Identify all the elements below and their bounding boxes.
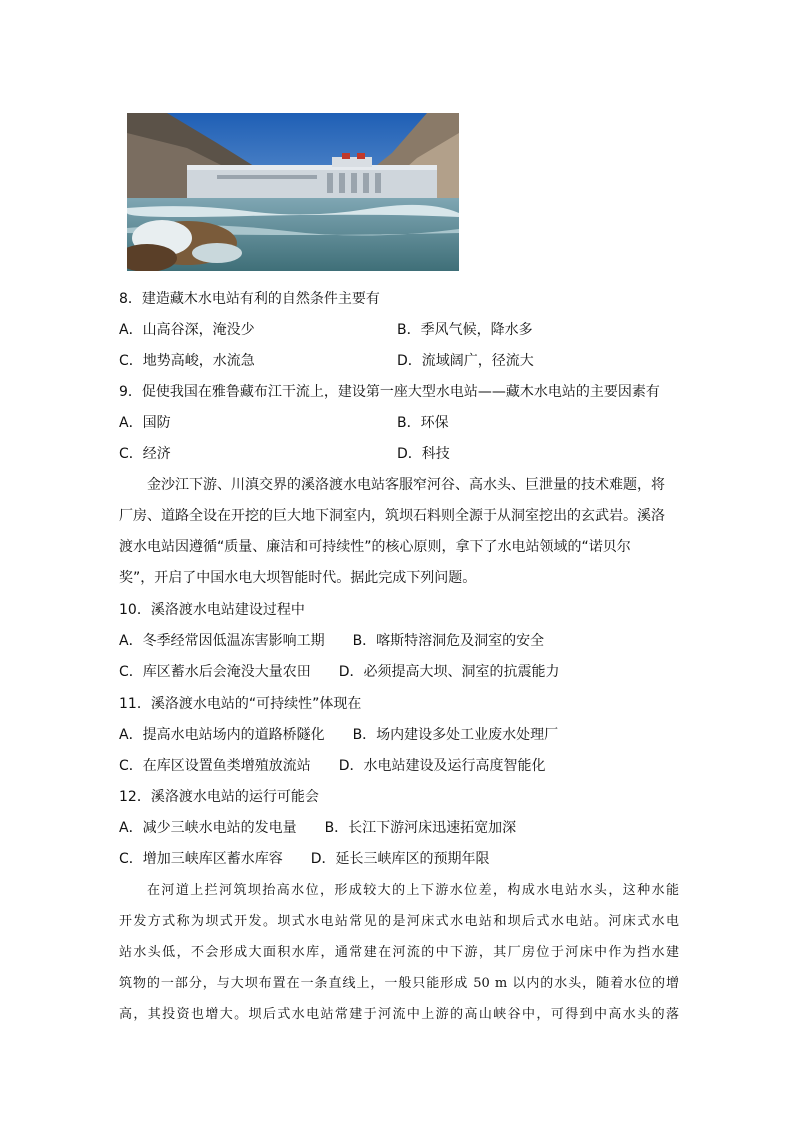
passage-line: 站水头低，不会形成大面积水库，通常建在河流的中下游，其厂房位于河床中作为挡水建	[119, 945, 679, 960]
option-9b[interactable]: B．环保	[397, 415, 449, 431]
option-10c[interactable]: C．库区蓄水后会淹没大量农田	[119, 664, 311, 680]
question-12-options-row2	[119, 849, 719, 869]
question-12-options-row1	[119, 818, 719, 838]
question-11-options-row2	[119, 756, 719, 776]
option-12d[interactable]: D．延长三峡库区的预期年限	[310, 851, 490, 867]
question-9-stem: 9．促使我国在雅鲁藏布江干流上，建设第一座大型水电站——藏木水电站的主要因素有	[119, 384, 660, 400]
option-9d[interactable]: D．科技	[397, 446, 450, 462]
option-10b[interactable]: B．喀斯特溶洞危及洞室的安全	[352, 633, 545, 649]
passage-line: 渡水电站因遵循“质量、廉洁和可持续性”的核心原则，拿下了水电站领域的“诺贝尔	[119, 539, 631, 555]
question-9-options-row1	[119, 413, 719, 433]
passage-line: 高，其投资也增大。坝后式水电站常建于河流中上游的高山峡谷中，可得到中高水头的落	[119, 1007, 679, 1022]
passage-line: 开发方式称为坝式开发。坝式水电站常见的是河床式水电站和坝后式水电站。河床式水电	[119, 914, 679, 929]
question-10-stem: 10．溪洛渡水电站建设过程中	[119, 602, 305, 618]
option-11c[interactable]: C．在库区设置鱼类增殖放流站	[119, 758, 311, 774]
option-8a[interactable]: A．山高谷深，淹没少	[119, 322, 255, 338]
option-11d[interactable]: D．水电站建设及运行高度智能化	[338, 758, 546, 774]
passage-dam-development	[119, 875, 679, 1030]
passage-line: 在河道上拦河筑坝抬高水位，形成较大的上下游水位差，构成水电站水头，这种水能	[147, 883, 679, 898]
option-12a[interactable]: A．减少三峡水电站的发电量	[119, 820, 297, 836]
passage-line: 筑物的一部分，与大坝布置在一条直线上，一般只能形成 50 m 以内的水头，随着水位的增	[119, 976, 679, 991]
option-11a[interactable]: A．提高水电站场内的道路桥隧化	[119, 727, 325, 743]
option-8b[interactable]: B．季风气候，降水多	[397, 322, 533, 338]
passage-line: 金沙江下游、川滇交界的溪洛渡水电站客服窄河谷、高水头、巨泄量的技术难题，将	[147, 477, 665, 493]
question-12-stem: 12．溪洛渡水电站的运行可能会	[119, 789, 319, 805]
question-8-options-row2	[119, 351, 719, 371]
option-9c[interactable]: C．经济	[119, 446, 171, 462]
passage-xiluodu	[119, 470, 679, 594]
option-10a[interactable]: A．冬季经常因低温冻害影响工期	[119, 633, 325, 649]
option-8c[interactable]: C．地势高峻，水流急	[119, 353, 255, 369]
dam-photo	[127, 113, 459, 271]
question-8-stem: 8．建造藏木水电站有利的自然条件主要有	[119, 291, 380, 307]
option-12c[interactable]: C．增加三峡库区蓄水库容	[119, 851, 283, 867]
question-9-options-row2	[119, 444, 719, 464]
option-9a[interactable]: A．国防	[119, 415, 171, 431]
question-10-options-row2	[119, 662, 719, 682]
question-11-stem: 11．溪洛渡水电站的“可持续性”体现在	[119, 696, 362, 712]
option-8d[interactable]: D．流域阔广，径流大	[397, 353, 534, 369]
option-10d[interactable]: D．必须提高大坝、洞室的抗震能力	[338, 664, 560, 680]
option-12b[interactable]: B．长江下游河床迅速拓宽加深	[324, 820, 517, 836]
question-8-options-row1	[119, 320, 719, 340]
option-11b[interactable]: B．场内建设多处工业废水处理厂	[352, 727, 559, 743]
question-11-options-row1	[119, 725, 719, 745]
passage-line: 奖”，开启了中国水电大坝智能时代。据此完成下列问题。	[119, 570, 477, 586]
question-10-options-row1	[119, 631, 719, 651]
passage-line: 厂房、道路全设在开挖的巨大地下洞室内，筑坝石料则全源于从洞室挖出的玄武岩。溪洛	[119, 508, 665, 524]
